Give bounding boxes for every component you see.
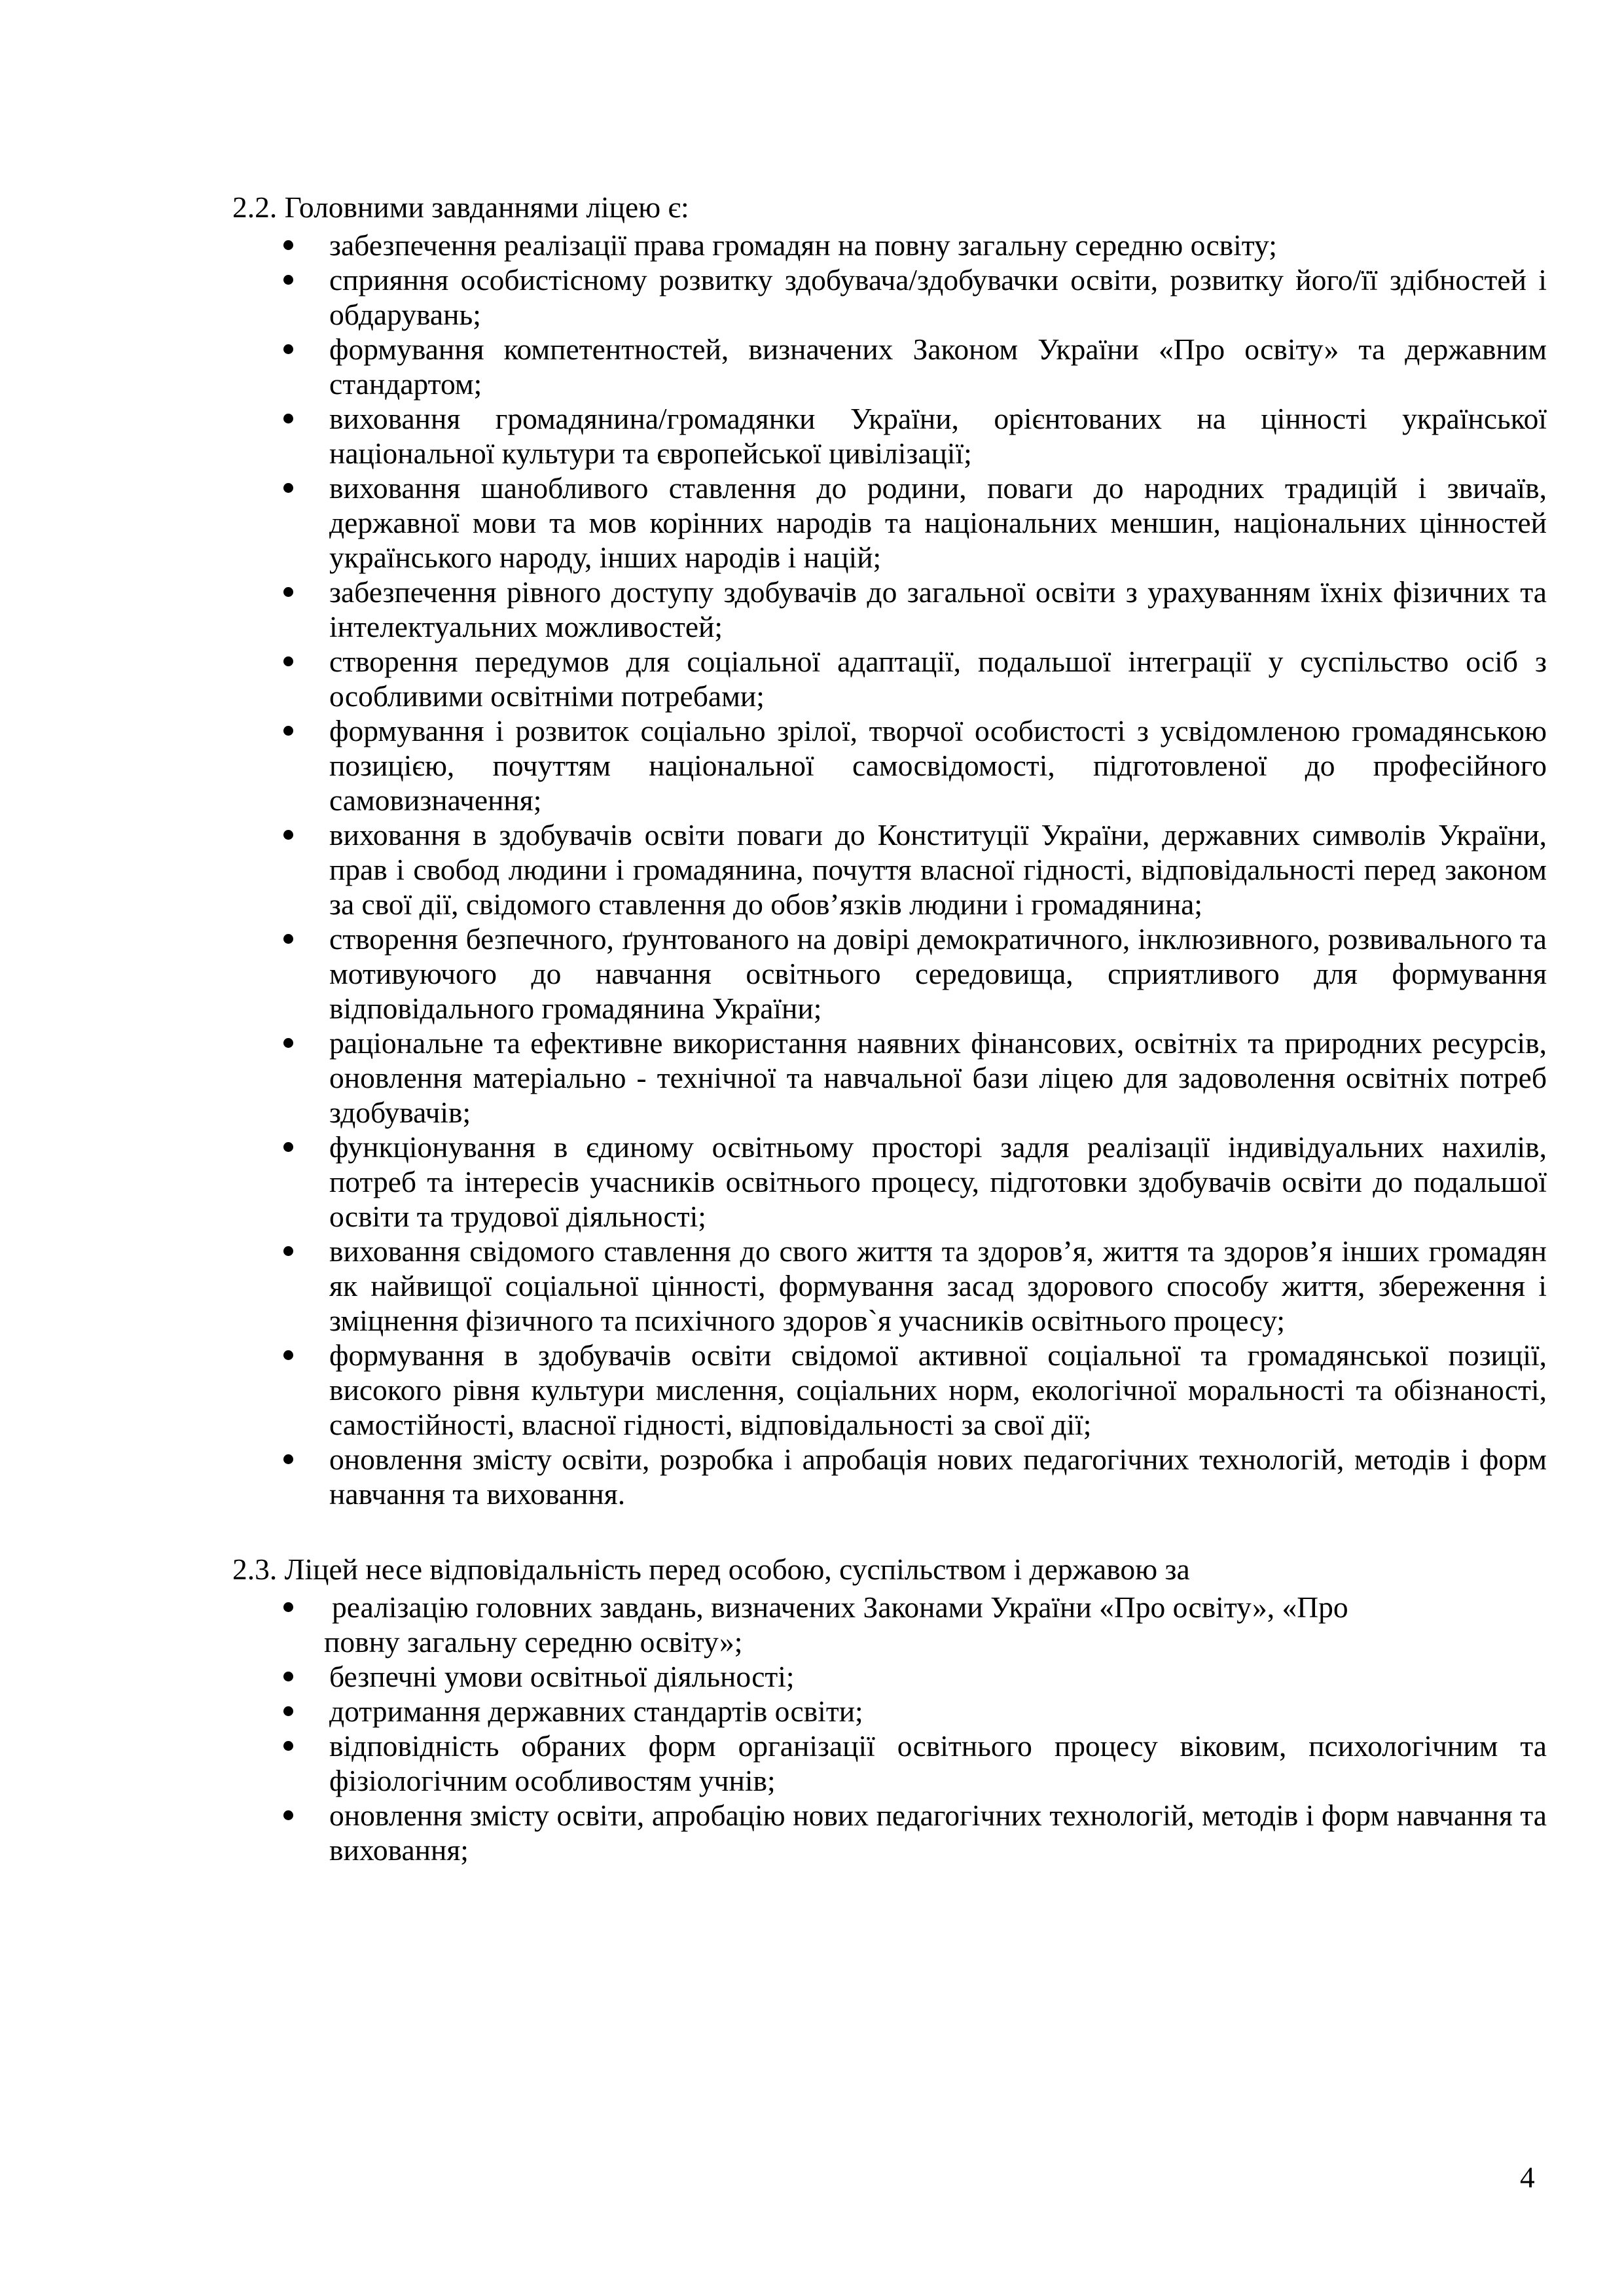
list-item — [232, 1798, 1547, 1867]
bullet-icon — [283, 1602, 293, 1612]
page-content — [232, 190, 1547, 1867]
section-2-3 — [232, 1552, 1547, 1867]
list-item-text: формування компетентностей, визначених Законом України «Про освіту» та державним стандартом; — [329, 332, 1547, 401]
list-item-text: безпечні умови освітньої діяльності; — [329, 1660, 795, 1693]
list-item — [232, 228, 1547, 262]
list-item-text: виховання свідомого ставлення до свого життя та здоров’я, життя та здоров’я інших громадян як найвищої соціальної цінності, формування засад здорового способу життя, збереження і зміцнення фізичного та психічного здоров`я учасників освітнього процесу; — [329, 1234, 1547, 1337]
list-item-text: створення передумов для соціальної адаптації, подальшої інтеграції у суспільство осіб з особливими освітніми потребами; — [329, 645, 1547, 713]
bullet-icon — [283, 275, 293, 285]
list-item — [232, 1026, 1547, 1130]
bullet-icon — [283, 1454, 293, 1464]
list-item — [232, 1659, 1547, 1694]
list-item — [232, 332, 1547, 401]
list-item-text: сприяння особистісному розвитку здобувача/здобувачки освіти, розвитку його/її здібностей і обдарувань; — [329, 263, 1547, 331]
bullet-icon — [283, 483, 293, 493]
list-item — [232, 1694, 1547, 1729]
bullet-icon — [283, 934, 293, 944]
list-item — [232, 1234, 1547, 1338]
section-heading: 2.2. Головними завданнями ліцею є: — [232, 190, 689, 224]
list-item — [232, 713, 1547, 817]
list-item-text: забезпечення реалізації права громадян на повну загальну середню освіту; — [329, 228, 1277, 262]
bullet-icon — [283, 830, 293, 840]
list-item-text: оновлення змісту освіти, розробка і апробація нових педагогічних технологій, методів і форм навчання та виховання. — [329, 1443, 1547, 1511]
bullet-icon — [283, 1672, 293, 1681]
list-item-text: функціонування в єдиному освітньому просторі задля реалізації індивідуальних нахилів, потреб та інтересів учасників освітнього процесу, підготовки здобувачів освіти до подальшої освіти та трудової діяльності; — [329, 1130, 1547, 1233]
bullet-icon — [283, 1706, 293, 1716]
bullet-icon — [283, 414, 293, 423]
bullet-icon — [283, 1246, 293, 1256]
list-item-text: формування в здобувачів освіти свідомої активної соціальної та громадянської позиції, високого рівня культури мислення, соціальних норм, екологічної моральності та обізнаності, самостійності, власної гідності, відповідальності за свої дії; — [329, 1338, 1547, 1441]
list-item-text: реалізацію головних завдань, визначених Законами України «Про освіту», «Про — [332, 1590, 1348, 1624]
bullet-icon — [283, 240, 293, 250]
section-heading: 2.3. Ліцей несе відповідальність перед особою, суспільством і державою за — [232, 1552, 1190, 1586]
bullet-icon — [283, 1741, 293, 1751]
list-item-text: створення безпечного, ґрунтованого на довірі демократичного, інклюзивного, розвивального та мотивуючого до навчання освітнього середовища, сприятливого для формування відповідального громадянина України; — [329, 922, 1547, 1025]
list-item-text-continuation: повну загальну середню освіту»; — [324, 1625, 743, 1659]
list-item — [232, 817, 1547, 922]
list-item — [232, 262, 1547, 332]
tasks-list — [232, 228, 1547, 1511]
bullet-icon — [283, 1810, 293, 1820]
list-item — [232, 471, 1547, 575]
list-item — [232, 401, 1547, 471]
list-item — [232, 1442, 1547, 1511]
list-item — [232, 575, 1547, 644]
list-item-text: виховання шанобливого ставлення до родини, поваги до народних традицій і звичаїв, державної мови та мов корінних народів та національних меншин, національних цінностей українського народу, інших народів і націй; — [329, 471, 1547, 574]
page-number: 4 — [1520, 2161, 1535, 2194]
bullet-icon — [283, 1142, 293, 1152]
list-item-text: виховання в здобувачів освіти поваги до Конституції України, державних символів України, прав і свобод людини і громадянина, почуття власної гідності, відповідальності перед законом за свої дії, свідомого ставлення до обов’язків людини і громадянина; — [329, 818, 1547, 921]
list-item-text: відповідність обраних форм організації освітнього процесу віковим, психологічним та фізіологічним особливостям учнів; — [329, 1729, 1547, 1797]
list-item — [232, 644, 1547, 713]
list-item-text: формування і розвиток соціально зрілої, творчої особистості з усвідомленою громадянською позицією, почуттям національної самосвідомості, підготовленої до професійного самовизначення; — [329, 714, 1547, 817]
list-item-text: дотримання державних стандартів освіти; — [329, 1695, 863, 1728]
bullet-icon — [283, 1038, 293, 1048]
section-2-2 — [232, 190, 1547, 1511]
responsibilities-list — [232, 1590, 1547, 1867]
bullet-icon — [283, 656, 293, 666]
list-item — [232, 1729, 1547, 1798]
list-item-text: оновлення змісту освіти, апробацію нових педагогічних технологій, методів і форм навчання та виховання; — [329, 1799, 1547, 1867]
list-item — [232, 922, 1547, 1026]
bullet-icon — [283, 1350, 293, 1360]
list-item — [232, 1590, 1547, 1659]
bullet-icon — [283, 726, 293, 736]
list-item-text: забезпечення рівного доступу здобувачів до загальної освіти з урахуванням їхніх фізичних та інтелектуальних можливостей; — [329, 575, 1547, 643]
list-item-text: раціональне та ефективне використання наявних фінансових, освітніх та природних ресурсів, оновлення матеріально - технічної та навчальної бази ліцею для задоволення освітніх потреб здобувачів; — [329, 1026, 1547, 1129]
list-item-text: виховання громадянина/громадянки України, орієнтованих на цінності української національної культури та європейської цивілізації; — [329, 402, 1547, 470]
bullet-icon — [283, 587, 293, 597]
list-item — [232, 1338, 1547, 1442]
bullet-icon — [283, 344, 293, 354]
list-item — [232, 1130, 1547, 1234]
